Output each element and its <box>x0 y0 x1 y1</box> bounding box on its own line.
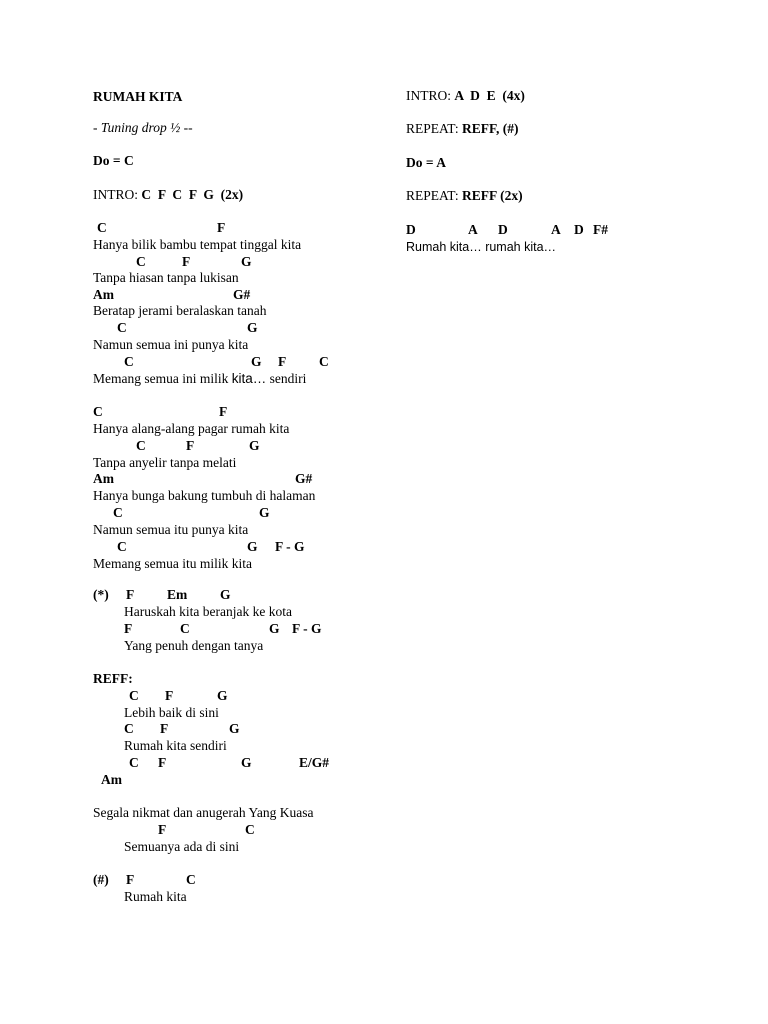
chord: G <box>247 539 258 554</box>
chord: G <box>229 721 240 736</box>
chord: F <box>219 404 228 419</box>
lyric-part: sendiri <box>266 371 307 386</box>
chord: F <box>126 587 135 602</box>
chord: G <box>259 505 270 520</box>
chord: F <box>126 872 135 887</box>
lyric-line: Semuanya ada di sini <box>124 839 240 854</box>
lyric-line: Memang semua itu milik kita <box>93 556 252 571</box>
lyric-line: Beratap jerami beralaskan tanah <box>93 303 267 318</box>
chord: C <box>129 755 139 770</box>
outro-intro-line <box>406 88 525 104</box>
lyric-line: Rumah kita sendiri <box>124 738 227 753</box>
chord: G <box>241 254 252 269</box>
chord: G <box>249 438 260 453</box>
chord: G <box>247 320 258 335</box>
chord: G <box>251 354 262 369</box>
chord: F <box>158 755 167 770</box>
chord: F <box>124 621 133 636</box>
lyric-line: Yang penuh dengan tanya <box>124 638 264 653</box>
song-title: RUMAH KITA <box>93 89 183 104</box>
lyric-line: Hanya alang-alang pagar rumah kita <box>93 421 290 436</box>
repeat-value: REFF (2x) <box>461 188 523 203</box>
lyric-line: Rumah kita… rumah kita… <box>406 240 557 254</box>
chord: C <box>124 721 134 736</box>
intro-line <box>93 187 243 203</box>
lyric-part: Memang semua ini milik <box>93 371 232 386</box>
chord: F# <box>593 222 608 237</box>
chord: D <box>498 222 508 237</box>
chord: C <box>186 872 196 887</box>
chord: C <box>117 320 127 335</box>
lyric-line: Tanpa anyelir tanpa melati <box>93 455 237 470</box>
lyric-line: Hanya bilik bambu tempat tinggal kita <box>93 237 302 252</box>
chord: A <box>551 222 561 237</box>
repeat-line <box>406 121 518 137</box>
repeat-label: REPEAT: <box>406 121 462 136</box>
chord: G <box>217 688 228 703</box>
chord: G# <box>233 287 251 302</box>
chord: G# <box>295 471 313 486</box>
lyric-line: Lebih baik di sini <box>124 705 219 720</box>
chord: A <box>468 222 478 237</box>
lyric-line: Tanpa hiasan tanpa lukisan <box>93 270 239 285</box>
chord: C <box>129 688 139 703</box>
chord: C <box>180 621 190 636</box>
chord: G <box>220 587 231 602</box>
tuning-note: - Tuning drop ½ -- <box>93 120 193 135</box>
key-note: Do = A <box>406 155 446 170</box>
intro-chords: A D E (4x) <box>454 88 525 103</box>
chord: G <box>241 755 252 770</box>
intro-label: INTRO: <box>406 88 455 103</box>
lyric-line: Rumah kita <box>124 889 187 904</box>
chord: Am <box>93 287 114 302</box>
chord: C <box>136 254 146 269</box>
lyric-line: Segala nikmat dan anugerah Yang Kuasa <box>93 805 314 820</box>
chord: C <box>319 354 329 369</box>
chord: Am <box>93 471 114 486</box>
chord: Am <box>101 772 122 787</box>
chord: F <box>217 220 226 235</box>
chord: C <box>93 404 103 419</box>
chord: D <box>574 222 584 237</box>
chord: C <box>113 505 123 520</box>
chord: D <box>406 222 416 237</box>
chord: C <box>136 438 146 453</box>
repeat-value: REFF, (#) <box>461 121 519 136</box>
lyric-line: Namun semua itu punya kita <box>93 522 249 537</box>
intro-label: INTRO: <box>93 187 142 202</box>
intro-chords: C F C F G (2x) <box>141 187 244 202</box>
repeat-label: REPEAT: <box>406 188 462 203</box>
key-note: Do = C <box>93 153 134 168</box>
chord: F <box>158 822 167 837</box>
chord: F - G <box>292 621 322 636</box>
chord: C <box>117 539 127 554</box>
chord: F - G <box>275 539 305 554</box>
lyric-part: kita… <box>231 371 267 386</box>
repeat-line <box>406 188 523 204</box>
chord: G <box>269 621 280 636</box>
chord: C <box>245 822 255 837</box>
bridge-marker: (*) <box>93 587 109 602</box>
chord: Em <box>167 587 188 602</box>
chord: F <box>186 438 195 453</box>
lyric-line <box>93 371 306 387</box>
chord: F <box>160 721 169 736</box>
reff-label: REFF: <box>93 671 133 686</box>
hash-marker: (#) <box>93 872 109 887</box>
chord: F <box>182 254 191 269</box>
lyric-line: Haruskah kita beranjak ke kota <box>124 604 292 619</box>
lyric-line: Namun semua ini punya kita <box>93 337 249 352</box>
chord: C <box>124 354 134 369</box>
chord: F <box>165 688 174 703</box>
lyric-line: Hanya bunga bakung tumbuh di halaman <box>93 488 316 503</box>
chord: C <box>97 220 107 235</box>
chord: F <box>278 354 287 369</box>
chord: E/G# <box>299 755 330 770</box>
